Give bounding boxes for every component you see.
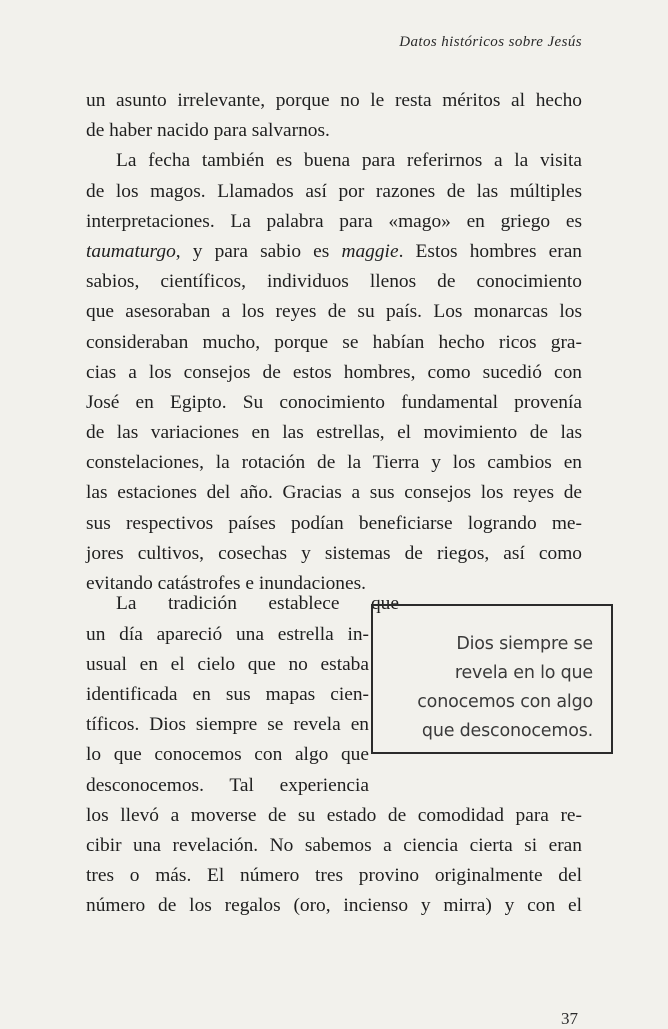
text-line: José en Egipto. Su conocimiento fundamental provenía (86, 391, 582, 413)
text-line: evitando catástrofes e inundaciones. (86, 573, 366, 595)
italic-term: maggie (341, 240, 399, 262)
text-line: un día apareció una estrella in- (86, 623, 369, 645)
text-line: las estaciones del año. Gracias a sus consejos los reyes de (86, 482, 582, 504)
pull-quote-line: Dios siempre se (456, 634, 593, 654)
text-line: tíficos. Dios siempre se revela en (86, 714, 369, 736)
text-line: consideraban mucho, porque se habían hecho ricos gra- (86, 331, 582, 353)
text-line: de las variaciones en las estrellas, el movimiento de las (86, 422, 582, 444)
text-line: constelaciones, la rotación de la Tierra y los cambios en (86, 452, 582, 474)
text-line: cibir una revelación. No sabemos a ciencia cierta si eran (86, 834, 582, 856)
text-line: lo que conocemos con algo que (86, 744, 369, 766)
text-line: La tradición establece que (116, 593, 399, 615)
text-line: usual en el cielo que no estaba (86, 653, 369, 675)
pull-quote-line: revela en lo que (454, 663, 593, 683)
text-line: La fecha también es buena para referirnos a la visita (116, 150, 582, 172)
text-line: desconocemos. Tal experiencia (86, 774, 369, 796)
running-header: Datos históricos sobre Jesús (399, 34, 582, 50)
text-line: un asunto irrelevante, porque no le resta méritos al hecho (86, 90, 582, 111)
text-line: jores cultivos, cosechas y sistemas de riegos, así como (86, 542, 582, 564)
text-line: interpretaciones. La palabra para «mago» en griego es (86, 210, 582, 232)
text-line: sabios, científicos, individuos llenos de conocimiento (86, 271, 582, 293)
text-line: sus respectivos países podían beneficiarse logrando me- (86, 512, 582, 534)
pull-quote-box (371, 604, 613, 754)
text-line-with-italics: taumaturgo, y para sabio es maggie. Estos hombres eran (86, 240, 582, 262)
text-line: que asesoraban a los reyes de su país. Los monarcas los (86, 301, 582, 323)
text-line: tres o más. El número tres provino originalmente del (86, 865, 582, 887)
text-line: número de los regalos (oro, incienso y mirra) y con el (86, 895, 582, 917)
text-line: los llevó a moverse de su estado de comodidad para re- (86, 804, 582, 826)
text-line: de los magos. Llamados así por razones de las múltiples (86, 180, 582, 202)
paragraph-2 (86, 146, 582, 599)
pull-quote-line: que desconocemos. (421, 721, 593, 741)
text-line: de haber nacido para salvarnos. (86, 120, 330, 142)
paragraph-1 (86, 86, 582, 146)
pull-quote-line: conocemos con algo (417, 692, 593, 712)
text-line: identificada en sus mapas cien- (86, 683, 369, 705)
paragraph-3-full (86, 801, 582, 922)
page-number: 37 (561, 1009, 578, 1028)
text-line: cias a los consejos de estos hombres, como sucedió con (86, 361, 582, 383)
italic-term: taumaturgo (86, 240, 176, 262)
